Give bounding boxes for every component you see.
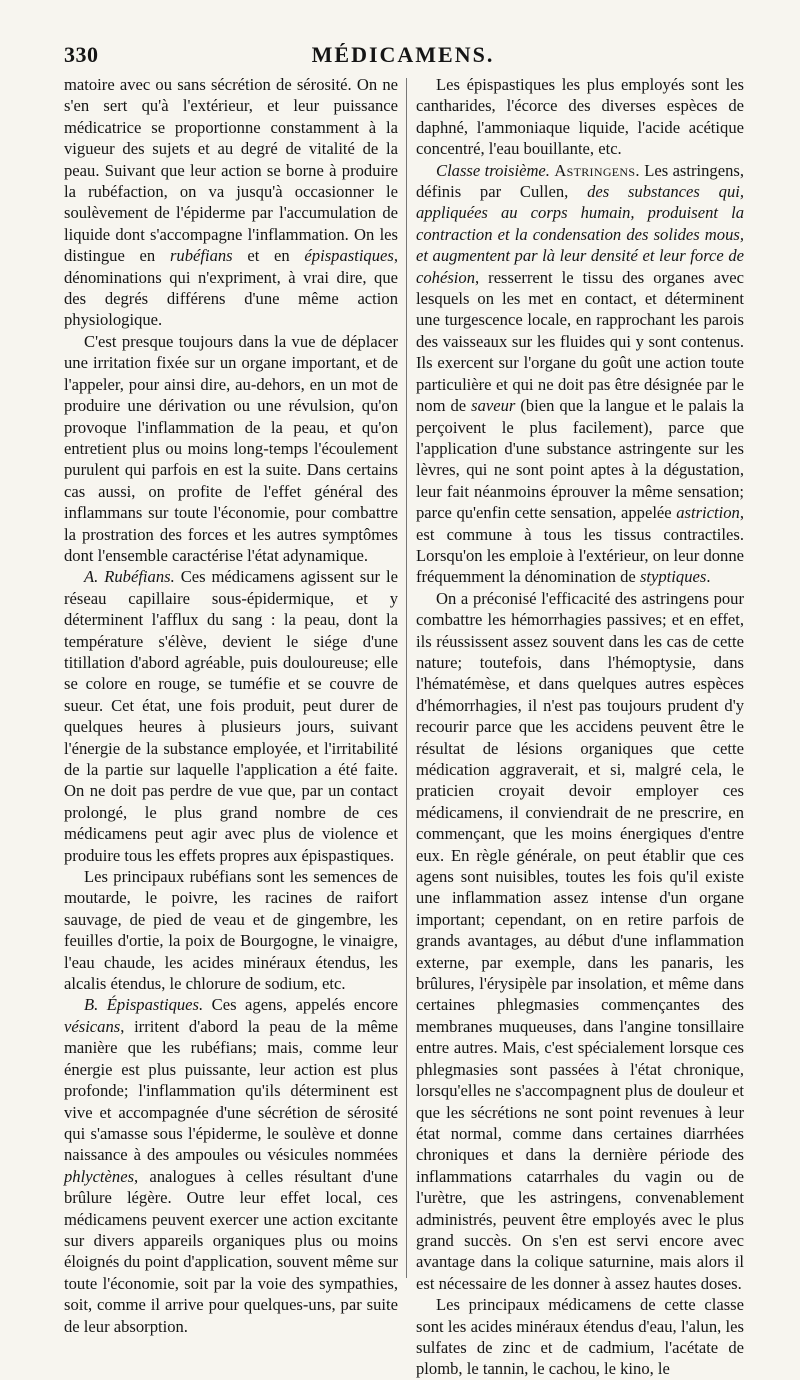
text-run: , resserrent le tissu des organes avec lesquels on les met en contact, et déterminent une turgescence locale, en rapprochant les parois des vaisseaux sur les fluides qui y sont contenus. Ils exercent sur l'organe du goût une action toute particulière et qui ne doit pas être désignée par le nom de [416,267,744,416]
text-run: et en [232,246,305,266]
italic-term: astriction [676,503,740,523]
class-name: Astringens. [554,160,640,180]
page-number: 330 [64,42,99,67]
text-run: , irritent d'abord la peau de la même manière que les rubéfians; mais, comme leur énergie est plus puissante, leur action est plus profonde; l'inflammation qu'ils déterminent est vive et accompagnée d'une sécrétion de sérosité qui s'amasse sous l'épiderme, le soulève et donne naissance à des ampoules ou vésicules nommées [64,1016,398,1165]
text-run: Ces agens, appelés encore [203,995,398,1015]
right-column [416,74,744,1379]
paragraph [64,994,398,1337]
text-run: Ces médicamens agissent sur le réseau capillaire sous-épidermique, et y déterminent l'afflux du sang : la peau, dont la température s'élève, devient le siége d'une titillation d'abord agréable, puis douloureuse; elle se colore en rouge, se tuméfie et se couvre de sueur. Cet état, une fois produit, peut durer de quelques heures à plusieurs jours, suivant l'énergie de la substance employée, et l'irritabilité de la partie sur laquelle l'application a été faite. On ne doit pas perdre de vue que, par un contact prolongé, le plus grand nombre de ces médicamens peut agir avec plus de violence et produire tous les effets propres aux épispastiques. [64,567,398,865]
italic-quote: des substances qui, appliquées au corps humain, produisent la contraction et la condensation des solides mous, et augmentent par là leur densité et leur force de cohésion [416,182,744,287]
text-run: . [706,567,711,587]
italic-term: phlyctènes [64,1166,135,1186]
italic-term: épispastiques [304,246,394,266]
text-run: matoire avec ou sans sécrétion de sérosité. On ne s'en sert qu'à l'extérieur, et leur puissance médicatrice se proportionne constamment à la vigueur des sujets et au degré de vitalité de la peau. Suivant que leur action se borne à produire la rubéfaction, on va jusqu'à occasionner le soulèvement de l'épiderme par l'accumulation de liquide dont s'accompagne l'inflammation. On les distingue en [64,75,398,266]
italic-term: vésicans [64,1016,121,1036]
paragraph: Les principaux rubéfians sont les semences de moutarde, le poivre, les racines de raifort sauvage, de pied de veau et de gingembre, les feuilles d'ortie, la poix de Bourgogne, le vinaigre, l'eau chaude, les acides minéraux étendus, les alcalis étendus, le chlorure de sodium, etc. [64,867,398,994]
running-title: MÉDICAMENS. [311,42,495,67]
paragraph: On a préconisé l'efficacité des astringens pour combattre les hémorrhagies passives; et en effet, ils réussissent assez souvent dans les cas de cette nature; toutefois, dans l'hémoptysie, dans l'hématémèse, et dans quelques autres espèces d'hémorrhagies, il n'est pas toujours prudent d'y recourir parce que les accidens peuvent être le résultat de lésions organiques que cette médication aggraverait, et si, malgré cela, le praticien croyait devoir employer ces médicamens, il conviendrait de ne prescrire, en commençant, que les moins énergiques d'entre eux. En règle générale, on peut établir que ces agens sont nuisibles, toutes les fois qu'il existe une inflammation assez intense d'un organe important; cependant, on en retire parfois de grands avantages, au début d'une inflammation externe, par exemple, dans les panaris, les brûlures, l'érysipèle par insolation, et même dans certaines phlegmasies commençantes des membranes muqueuses, dans l'angine tonsillaire entre autres. Mais, c'est spécialement lorsque ces phlegmasies sont passées à l'état chronique, lorsqu'elles ne s'accompagnent plus de douleur et que les sécrétions ne sont point revenues à leur état normal, comme dans certaines diarrhées chroniques et dans la dernière période des inflammations catarrhales du vagin ou de l'urètre, que les astringens, convenablement administrés, peuvent être employés avec le plus grand succès. On s'en est servi encore avec avantage dans la colique saturnine, mais alors il est nécessaire de les donner à assez hautes doses. [416,588,744,1293]
paragraph: Les principaux médicamens de cette classe sont les acides minéraux étendus d'eau, l'alun, les sulfates de zinc et de cadmium, l'acétate de plomb, le tannin, le cachou, le kino, le [416,1295,744,1379]
paragraph: Les épispastiques les plus employés sont les cantharides, l'écorce des diverses espèces de daphné, l'ammoniaque liquide, l'acide acétique concentré, l'eau bouillante, etc. [416,75,744,159]
italic-term: styptiques [639,567,707,587]
italic-term: saveur [471,396,516,416]
text-run: Les astringens, définis par Cullen, [416,160,744,202]
section-heading: Classe troisième. [436,160,550,180]
section-heading: B. Épispastiques. [84,995,204,1015]
paragraph [64,566,398,866]
section-heading: A. Rubéfians. [84,567,175,587]
left-column [64,74,398,1336]
paragraph: C'est presque toujours dans la vue de déplacer une irritation fixée sur un organe important, et de l'appeler, pour ainsi dire, au-dehors, en un mot de produire une dérivation ou une révulsion, qu'on provoque l'inflammation de la peau, et qu'on entretient plus ou moins long-temps l'écoulement purulent qui parfois en est la suite. Dans certains cas aussi, on profite de l'effet général des inflammans sur toute l'économie, pour combattre la prostration des forces et les autres symptômes dont l'ensemble caractérise l'état adynamique. [64,331,398,565]
paragraph [64,74,398,331]
text-run: (bien que la langue et le palais la perçoivent le plus facilement), parce que l'application d'une substance astringente sur les lèvres, qui ne sont point aptes à la dégustation, leur fait néanmoins éprouver la même sensation; parce qu'enfin cette sensation, appelée [416,396,744,523]
text-run: , dénominations qui n'expriment, à vrai dire, que des degrés différens d'une même action physiologique. [64,246,398,330]
text-run: , est commune à tous les tissus contractiles. Lorsqu'on les emploie à l'extérieur, on leur donne fréquemment la dénomination de [416,503,744,587]
italic-term: rubéfians [169,246,233,266]
column-divider [406,78,407,1278]
paragraph [416,160,744,588]
text-run: , analogues à celles résultant d'une brûlure légère. Outre leur effet local, ces médicamens peuvent exercer une action excitante sur divers appareils organiques plus ou moins éloignés du point d'application, souvent même sur toute l'économie, soit par la voie des sympathies, soit, comme il arrive pour quelques-uns, par suite de leur absorption. [64,1166,398,1336]
page-header [64,42,742,72]
